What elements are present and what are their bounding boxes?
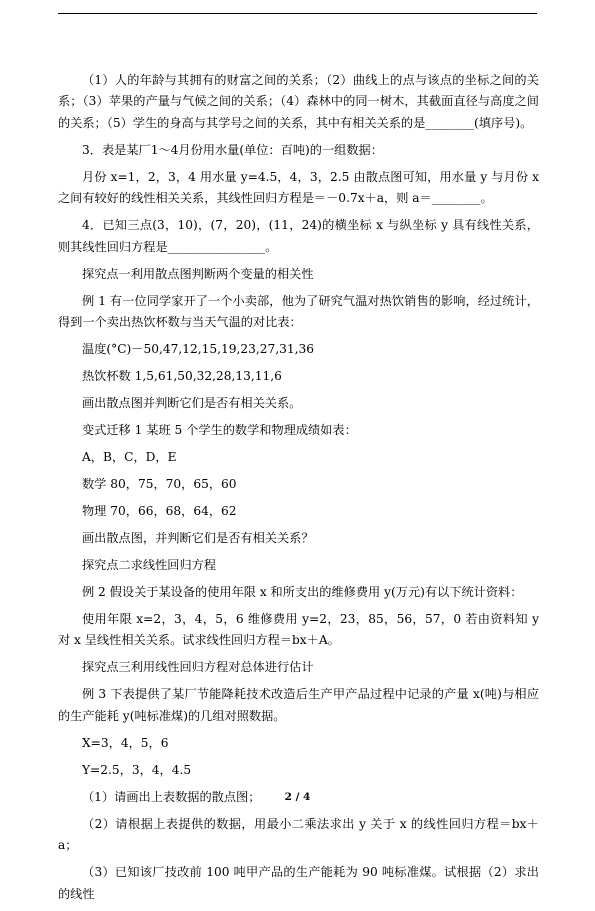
page-number: 2 / 4 — [284, 791, 311, 803]
paragraph-example-2-intro: 例 2 假设关于某设备的使用年限 x 和所支出的维修费用 y(万元)有以下统计资料： — [82, 585, 523, 600]
paragraph-variant-1-math: 数学 80，75，70，65，60 — [82, 477, 237, 492]
paragraph-q3-body: 月份 x=1，2，3，4 用水量 y=4.5，4，3，2.5 由散点图可知，用水量 y 与月份 x 之间有较好的线性相关关系，其线性回归方程是＝－0.7x＋a，则 a＝________。 — [58, 169, 539, 206]
paragraph-q3-intro: 3．表是某厂1～4月份用水量(单位：百吨)的一组数据： — [82, 142, 383, 157]
paragraph-example-1-task: 画出散点图并判断它们是否有相关关系。 — [82, 396, 302, 411]
paragraph-example-3-intro: 例 3 下表提供了某厂节能降耗技术改造后生产甲产品过程中记录的产量 x(吨)与相应的生产能耗 y(吨标准煤)的几组对照数据。 — [58, 687, 539, 723]
section-heading-explore-2: 探究点二求线性回归方程 — [82, 558, 217, 573]
paragraph-example-3-q2: （2）请根据上表提供的数据，用最小二乘法求出 y 关于 x 的线性回归方程＝bx＋a； — [58, 816, 539, 853]
paragraph-example-3-y: Y=2.5，3，4，4.5 — [82, 762, 192, 777]
section-heading-explore-1: 探究点一利用散点图判断两个变量的相关性 — [82, 266, 314, 281]
paragraph-example-3-q3: （3）已知该厂技改前 100 吨甲产品的生产能耗为 90 吨标准煤。试根据（2）求出的线性 — [58, 865, 539, 901]
paragraph-variant-1-students: A，B，C，D，E — [82, 450, 177, 465]
paragraph-relations-question: （1）人的年龄与其拥有的财富之间的关系；（2）曲线上的点与该点的坐标之间的关系；（3）苹果的产量与气候之间的关系；（4）森林中的同一树木，其截面直径与高度之间的关系；（5）学生的身高与其学号之间的关系，其中有相关关系的是________(填序号)。 — [58, 73, 539, 130]
paragraph-example-1-cups: 热饮杯数 1,5,61,50,32,28,13,11,6 — [82, 369, 282, 384]
paragraph-example-2-body: 使用年限 x=2，3，4，5，6 维修费用 y=2，23，85，56，57，0 若由资料知 y 对 x 呈线性相关关系。试求线性回归方程＝bx＋A。 — [58, 612, 539, 648]
paragraph-variant-1-intro: 变式迁移 1 某班 5 个学生的数学和物理成绩如表： — [82, 423, 357, 438]
paragraph-q4: 4．已知三点(3，10)，(7，20)，(11，24)的横坐标 x 与纵坐标 y 具有线性关系，则其线性回归方程是________________。 — [58, 218, 539, 254]
paragraph-variant-1-task: 画出散点图，并判断它们是否有相关关系？ — [82, 531, 314, 546]
paragraph-example-1-intro: 例 1 有一位同学家开了一个小卖部，他为了研究气温对热饮销售的影响，经过统计，得到一个卖出热饮杯数与当天气温的对比表： — [58, 293, 539, 330]
paragraph-variant-1-physics: 物理 70，66，68，64，62 — [82, 504, 237, 519]
paragraph-example-1-temperature: 温度(°C)－50,47,12,15,19,23,27,31,36 — [82, 342, 315, 357]
document-body — [58, 70, 539, 911]
paragraph-example-3-q1: （1）请画出上表数据的散点图； — [82, 789, 261, 804]
header-rule — [58, 13, 537, 14]
section-heading-explore-3: 探究点三利用线性回归方程对总体进行估计 — [82, 660, 314, 675]
paragraph-example-3-x: X=3，4，5，6 — [82, 735, 169, 750]
